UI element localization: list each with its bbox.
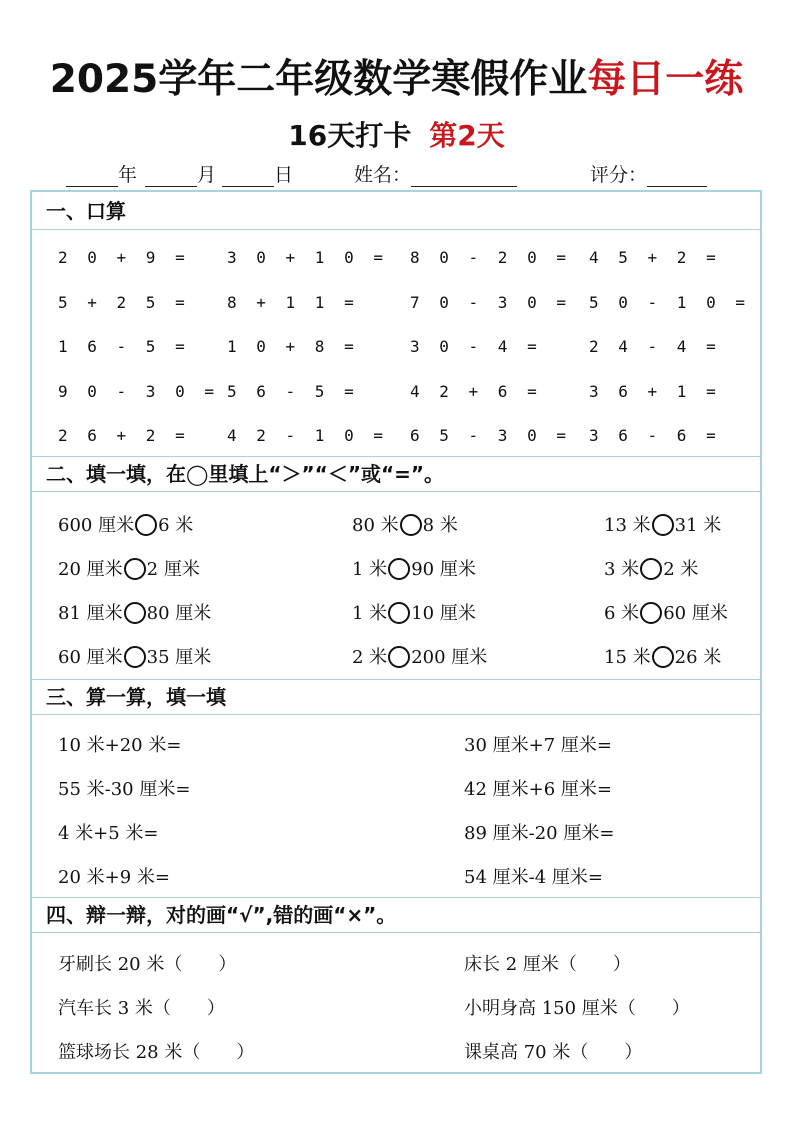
compare-item[interactable] (58, 555, 200, 581)
worksheet-subtitle (0, 114, 793, 154)
answer-circle[interactable] (135, 514, 157, 536)
compare-item[interactable] (352, 643, 487, 669)
judge-item[interactable]: 篮球场长 28 米（ ） (58, 1042, 255, 1063)
compare-left: 80 米 (352, 515, 399, 536)
compare-item[interactable] (58, 599, 211, 625)
section2-title: 二、填一填，在◯里填上“＞”“＜”或“=”。 (32, 456, 760, 492)
compare-left: 1 米 (352, 559, 388, 580)
compare-left: 600 厘米 (58, 515, 135, 536)
oral-calc-item[interactable]: 1 6 - 5 = (58, 337, 190, 356)
subtitle-red: 第2天 (429, 119, 505, 152)
subtitle-main: 16天打卡 (288, 119, 412, 152)
unit-calc-item[interactable]: 30 厘米+7 厘米= (464, 735, 612, 756)
unit-calc-item[interactable]: 55 米-30 厘米= (58, 779, 191, 800)
answer-circle[interactable] (388, 558, 410, 580)
compare-item[interactable] (604, 555, 698, 581)
judge-item[interactable]: 小明身高 150 厘米（ ） (464, 998, 690, 1019)
unit-calc-item[interactable]: 10 米+20 米= (58, 735, 182, 756)
judge-item[interactable]: 床长 2 厘米（ ） (464, 954, 631, 975)
compare-item[interactable] (604, 643, 721, 669)
compare-right: 2 米 (663, 559, 699, 580)
compare-right: 200 厘米 (411, 647, 488, 668)
compare-left: 13 米 (604, 515, 651, 536)
answer-circle[interactable] (400, 514, 422, 536)
compare-right: 31 米 (674, 515, 722, 536)
compare-right: 8 米 (422, 515, 458, 536)
oral-calc-item[interactable]: 5 0 - 1 0 = (589, 292, 750, 312)
compare-right: 10 厘米 (411, 603, 476, 624)
compare-item[interactable] (58, 643, 211, 669)
compare-right: 80 厘米 (146, 603, 212, 624)
unit-calc-item[interactable]: 42 厘米+6 厘米= (464, 779, 612, 800)
answer-circle[interactable] (124, 602, 146, 624)
oral-calc-item[interactable]: 2 6 + 2 = (58, 426, 190, 445)
oral-calc-item[interactable]: 8 + 1 1 = (227, 292, 359, 312)
oral-calc-item[interactable]: 2 0 + 9 = (58, 248, 190, 267)
oral-calc-item[interactable]: 5 6 - 5 = (227, 381, 359, 401)
oral-calc-item[interactable]: 5 + 2 5 = (58, 292, 190, 312)
oral-calc-item[interactable]: 1 0 + 8 = (227, 337, 359, 356)
compare-item[interactable] (604, 599, 728, 625)
oral-calc-item[interactable]: 7 0 - 3 0 = (410, 292, 571, 312)
compare-left: 81 厘米 (58, 603, 123, 624)
judge-item[interactable]: 汽车长 3 米（ ） (58, 998, 225, 1019)
day-field[interactable]: 日 (222, 160, 293, 187)
oral-calc-item[interactable]: 3 0 - 4 = (410, 337, 542, 356)
judge-item[interactable]: 牙刷长 20 米（ ） (58, 954, 237, 975)
answer-circle[interactable] (640, 602, 662, 624)
oral-calc-item[interactable]: 3 6 - 6 = (589, 426, 721, 445)
info-line (0, 160, 793, 186)
judge-item[interactable]: 课桌高 70 米（ ） (464, 1042, 643, 1063)
compare-left: 60 厘米 (58, 647, 123, 668)
section4-title: 四、辩一辩，对的画“√”,错的画“×”。 (32, 897, 760, 933)
compare-right: 6 米 (158, 515, 194, 536)
compare-left: 3 米 (604, 559, 640, 580)
score-field[interactable]: 评分： (590, 160, 707, 187)
compare-right: 35 厘米 (146, 647, 212, 668)
compare-left: 6 米 (604, 603, 640, 624)
compare-item[interactable] (352, 555, 476, 581)
compare-left: 20 厘米 (58, 559, 123, 580)
oral-calc-item[interactable]: 2 4 - 4 = (589, 337, 721, 356)
worksheet-box (30, 190, 762, 1074)
answer-circle[interactable] (124, 558, 146, 580)
unit-calc-item[interactable]: 4 米+5 米= (58, 823, 159, 844)
answer-circle[interactable] (652, 514, 674, 536)
oral-calc-item[interactable]: 6 5 - 3 0 = (410, 426, 571, 445)
compare-right: 26 米 (674, 647, 722, 668)
answer-circle[interactable] (388, 602, 410, 624)
unit-calc-item[interactable]: 54 厘米-4 厘米= (464, 867, 603, 888)
name-field[interactable]: 姓名： (354, 160, 517, 187)
oral-calc-item[interactable]: 4 2 - 1 0 = (227, 426, 388, 445)
month-field[interactable]: 月 (145, 160, 216, 187)
unit-calc-item[interactable]: 20 米+9 米= (58, 867, 170, 888)
oral-calc-item[interactable]: 4 2 + 6 = (410, 381, 542, 401)
oral-calc-item[interactable]: 4 5 + 2 = (589, 248, 721, 267)
compare-left: 2 米 (352, 647, 388, 668)
compare-left: 1 米 (352, 603, 388, 624)
unit-calc-item[interactable]: 89 厘米-20 厘米= (464, 823, 615, 844)
worksheet-title (0, 48, 793, 104)
compare-right: 60 厘米 (663, 603, 728, 624)
title-red: 每日一练 (587, 57, 744, 102)
compare-right: 2 厘米 (146, 559, 200, 580)
answer-circle[interactable] (388, 646, 410, 668)
oral-calc-item[interactable]: 9 0 - 3 0 = (58, 381, 219, 401)
compare-right: 90 厘米 (411, 559, 476, 580)
answer-circle[interactable] (124, 646, 146, 668)
answer-circle[interactable] (652, 646, 674, 668)
compare-item[interactable] (352, 599, 476, 625)
oral-calc-item[interactable]: 3 0 + 1 0 = (227, 248, 388, 267)
compare-item[interactable] (58, 511, 193, 537)
oral-calc-item[interactable]: 3 6 + 1 = (589, 381, 721, 401)
answer-circle[interactable] (640, 558, 662, 580)
compare-left: 15 米 (604, 647, 651, 668)
section3-title: 三、算一算，填一填 (32, 679, 760, 715)
compare-item[interactable] (604, 511, 721, 537)
year-field[interactable]: 年 (66, 160, 137, 187)
compare-item[interactable] (352, 511, 458, 537)
section1-title: 一、口算 (32, 194, 760, 230)
oral-calc-item[interactable]: 8 0 - 2 0 = (410, 248, 571, 267)
title-main: 2025学年二年级数学寒假作业 (49, 57, 588, 102)
